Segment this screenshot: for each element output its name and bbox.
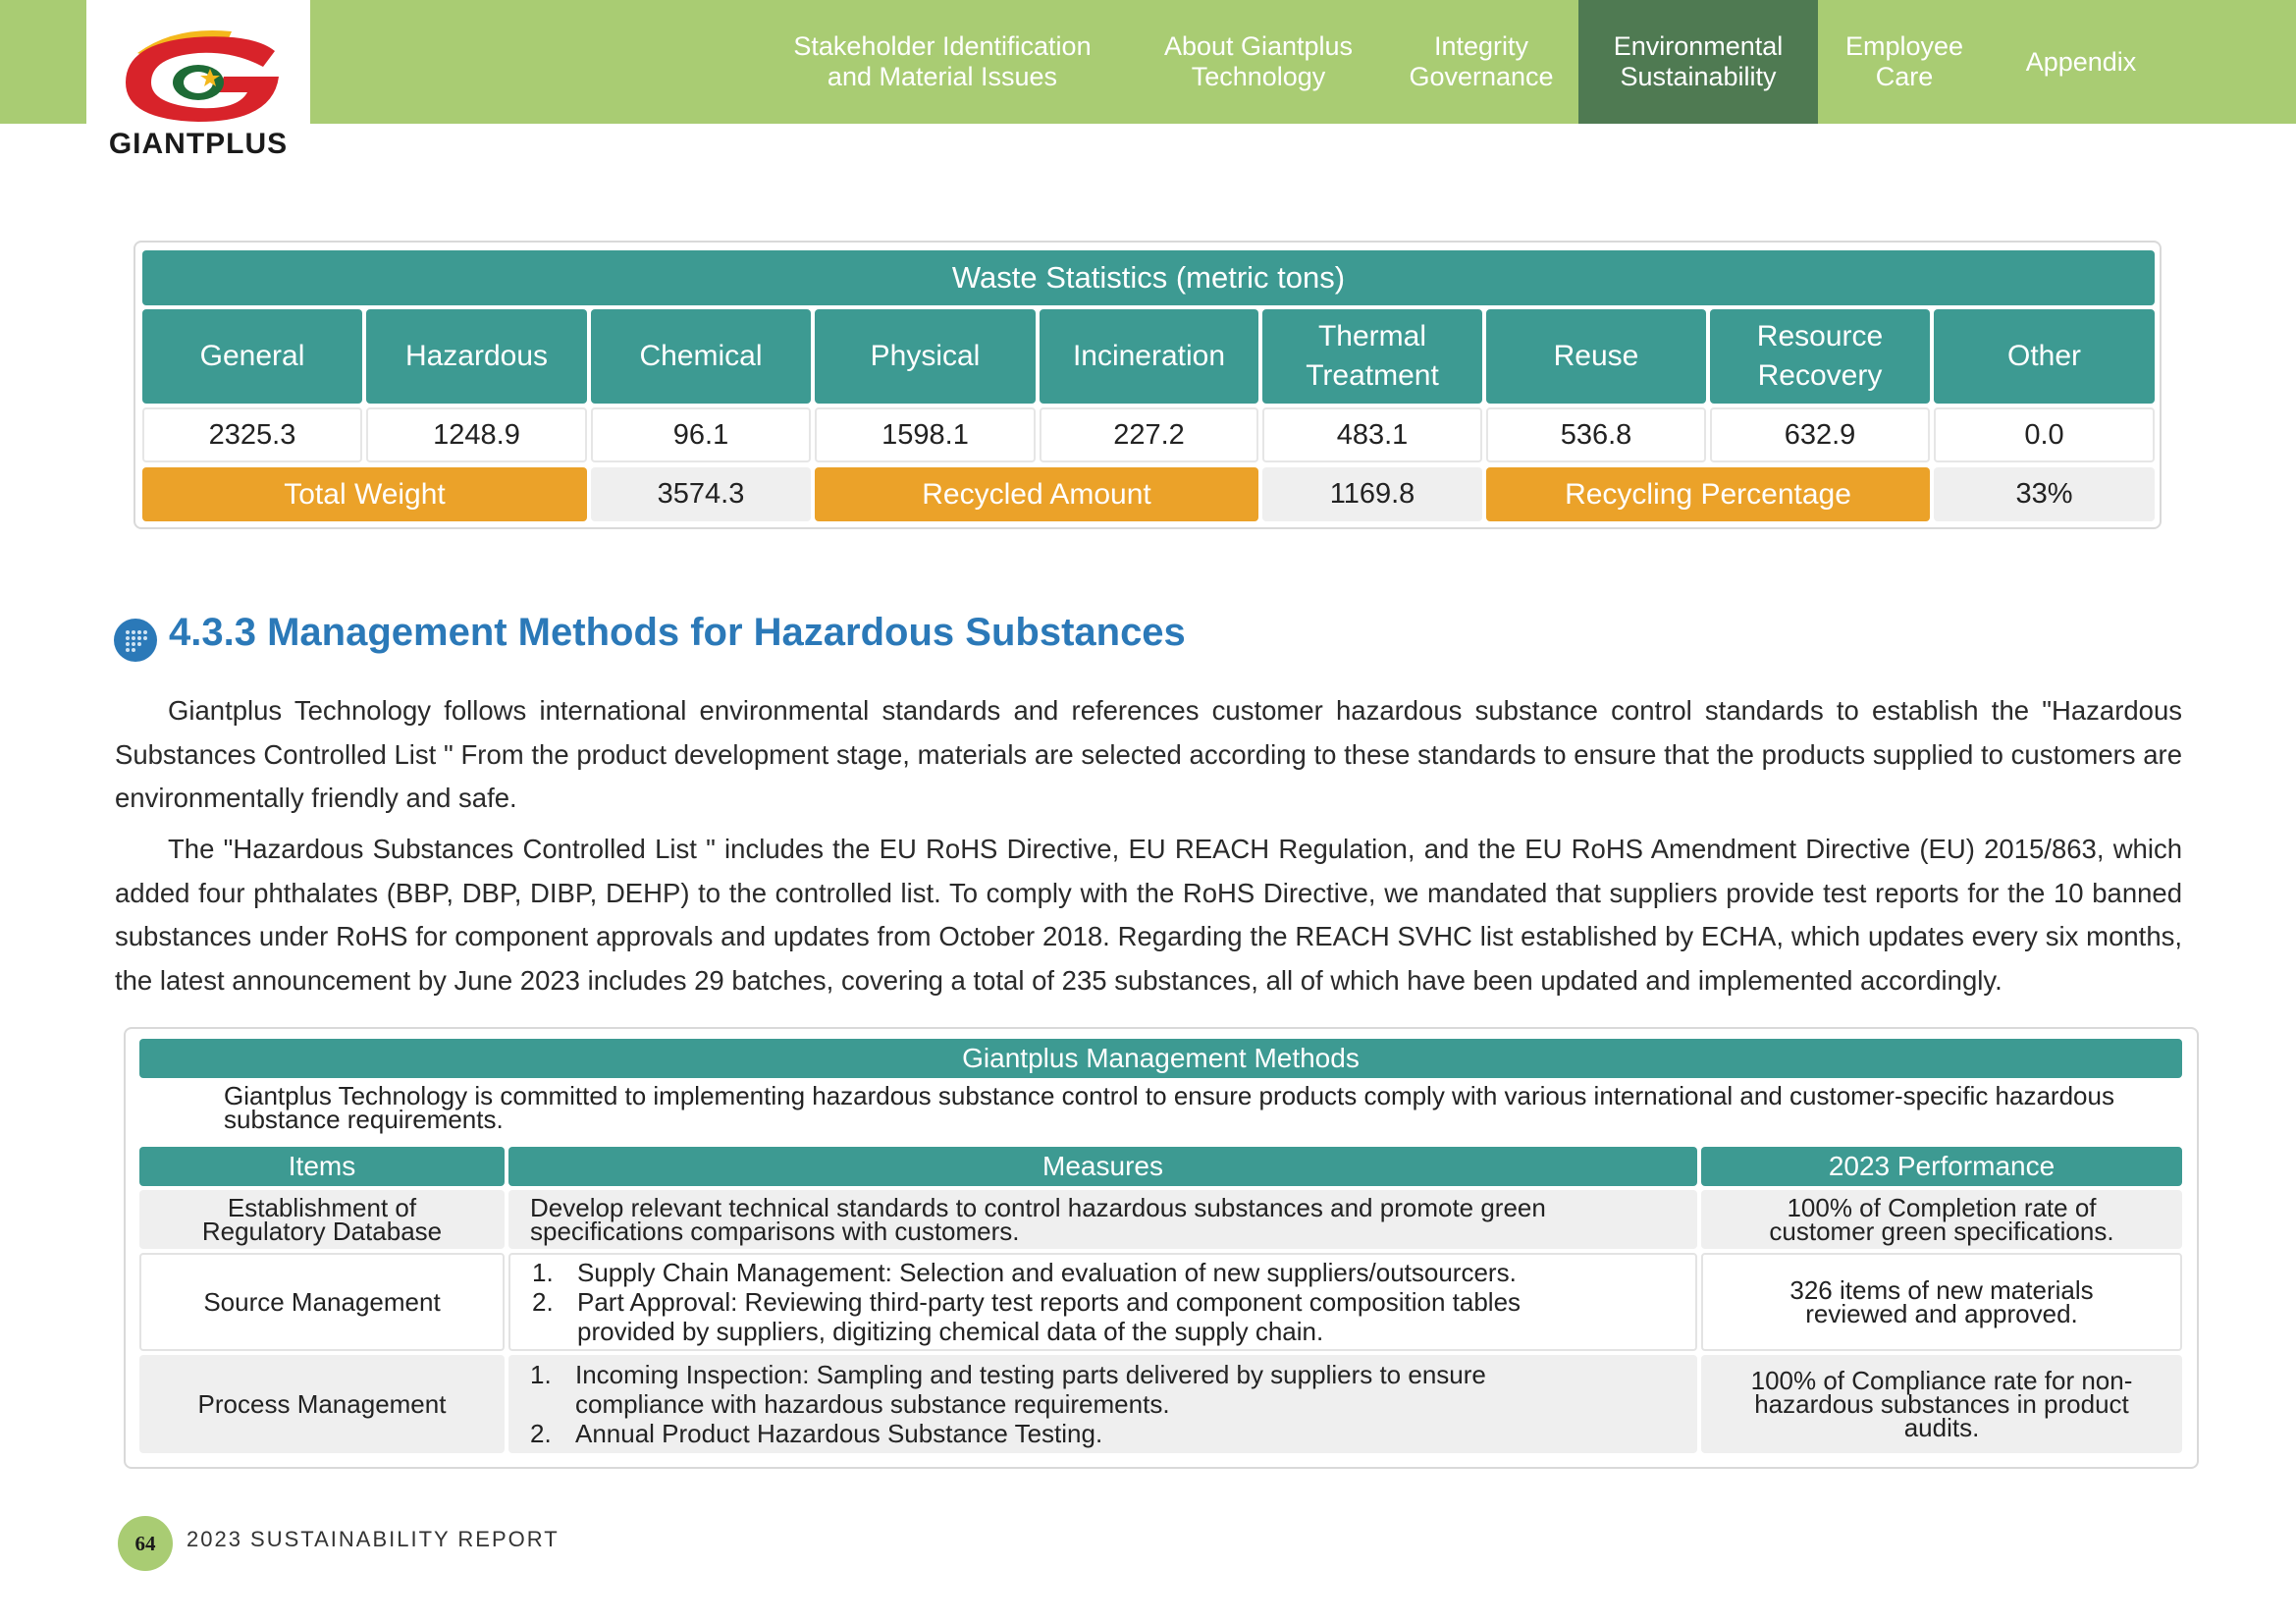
- column-header-measures: Measures: [508, 1147, 1697, 1186]
- waste-value-thermal-treatment: 483.1: [1262, 407, 1482, 462]
- logo[interactable]: [86, 0, 310, 169]
- table-row-item: Establishment of Regulatory Database: [139, 1190, 505, 1249]
- waste-value-hazardous: 1248.9: [366, 407, 587, 462]
- giantplus-logo-icon: [116, 24, 283, 122]
- paragraph-1: Giantplus Technology follows international environmental standards and references customer hazardous substance control standards to establish the "Hazardous Substances Controlled List " From the product development stage, materials are selected according to these standards to ensure that the products supplied to customers are environmentally friendly and safe.: [115, 695, 2182, 813]
- nav-label: Technology: [1191, 62, 1326, 91]
- paragraph-2: The "Hazardous Substances Controlled List " includes the EU RoHS Directive, EU REACH Regulation, and the EU RoHS Amendment Directive (EU) 2015/863, which added four phthalates (BBP, DBP, DIBP, DEHP) to the controlled list. To comply with the RoHS Directive, we mandated that suppliers provide test reports for the 10 banned substances under RoHS for component approvals and updates from October 2018. Regarding the REACH SVHC list established by ECHA, which updates every six months, the latest announcement by June 2023 includes 29 batches, covering a total of 235 substances, all of which have been updated and implemented accordingly.: [115, 834, 2182, 996]
- waste-value-reuse: 536.8: [1486, 407, 1706, 462]
- waste-header-hazardous: Hazardous: [366, 309, 587, 404]
- waste-value-general: 2325.3: [142, 407, 362, 462]
- waste-table-title: Waste Statistics (metric tons): [142, 250, 2155, 305]
- waste-value-chemical: 96.1: [591, 407, 811, 462]
- nav-label: Employee: [1844, 31, 1964, 61]
- nav-label: Care: [1875, 62, 1934, 91]
- waste-header-thermal-treatment: Thermal Treatment: [1262, 309, 1482, 404]
- section-bullet-icon: [114, 619, 157, 662]
- list-item: 2. Annual Product Hazardous Substance Testing.: [530, 1419, 1103, 1448]
- column-header-items: Items: [139, 1147, 505, 1186]
- list-item: 1. Incoming Inspection: Sampling and testing parts delivered by suppliers to ensure compliance with hazardous substance requirements.: [530, 1360, 1486, 1419]
- table-row-item: Source Management: [139, 1253, 505, 1351]
- nav-tab-integrity[interactable]: [1388, 0, 1575, 124]
- nav-tab-about[interactable]: [1129, 0, 1388, 124]
- page-number: 64: [118, 1516, 173, 1571]
- nav-label: Integrity: [1433, 31, 1529, 61]
- table-row-measure: Develop relevant technical standards to control hazardous substances and promote green specifications comparisons with customers.: [508, 1190, 1697, 1249]
- waste-header-incineration: Incineration: [1040, 309, 1258, 404]
- list-item: 1. Supply Chain Management: Selection and evaluation of new suppliers/outsourcers.: [532, 1258, 1517, 1287]
- table-row-performance: 100% of Completion rate of customer green specifications.: [1701, 1190, 2182, 1249]
- nav-tab-stakeholder[interactable]: [775, 0, 1109, 124]
- recycled-amount-label: Recycled Amount: [815, 467, 1258, 521]
- brand-name: GIANTPLUS: [108, 128, 289, 160]
- recycling-percentage-value: 33%: [1934, 467, 2155, 521]
- management-table-title: Giantplus Management Methods: [139, 1039, 2182, 1078]
- waste-header-other: Other: [1934, 309, 2155, 404]
- waste-header-chemical: Chemical: [591, 309, 811, 404]
- waste-value-resource-recovery: 632.9: [1710, 407, 1930, 462]
- table-row-performance: 100% of Compliance rate for non- hazardous substances in product audits.: [1701, 1355, 2182, 1453]
- total-weight-value: 3574.3: [591, 467, 811, 521]
- waste-header-physical: Physical: [815, 309, 1036, 404]
- table-row-performance: 326 items of new materials reviewed and approved.: [1701, 1253, 2182, 1351]
- waste-header-general: General: [142, 309, 362, 404]
- waste-value-physical: 1598.1: [815, 407, 1036, 462]
- nav-label: Environmental: [1613, 31, 1784, 61]
- management-intro: Giantplus Technology is committed to implementing hazardous substance control to ensure products comply with various international and customer-specific hazardous substance requirements.: [224, 1081, 2114, 1134]
- section-title: 4.3.3 Management Methods for Hazardous Substances: [169, 611, 1186, 654]
- nav-label: Stakeholder Identification: [793, 31, 1092, 61]
- report-label: 2023 SUSTAINABILITY REPORT: [187, 1527, 560, 1551]
- table-row-item: Process Management: [139, 1355, 505, 1453]
- column-header-performance: 2023 Performance: [1701, 1147, 2182, 1186]
- recycled-amount-value: 1169.8: [1262, 467, 1482, 521]
- nav-tab-appendix[interactable]: [1993, 0, 2169, 124]
- total-weight-label: Total Weight: [142, 467, 587, 521]
- nav-tab-employee[interactable]: [1822, 0, 1987, 124]
- nav-label: About Giantplus: [1163, 31, 1354, 61]
- nav-label: and Material Issues: [827, 62, 1058, 91]
- waste-header-reuse: Reuse: [1486, 309, 1706, 404]
- waste-value-incineration: 227.2: [1040, 407, 1258, 462]
- table-row-measure: [508, 1355, 1697, 1453]
- list-item: 2. Part Approval: Reviewing third-party test reports and component composition tables provided by suppliers, digitizing chemical data of the supply chain.: [532, 1287, 1522, 1346]
- nav-label: Sustainability: [1620, 62, 1777, 91]
- table-row-measure: [508, 1253, 1697, 1351]
- waste-value-other: 0.0: [1934, 407, 2155, 462]
- recycling-percentage-label: Recycling Percentage: [1486, 467, 1930, 521]
- nav-tab-environmental[interactable]: [1578, 0, 1818, 124]
- nav-label: Appendix: [2025, 46, 2137, 77]
- waste-header-resource-recovery: Resource Recovery: [1710, 309, 1930, 404]
- nav-label: Governance: [1409, 62, 1554, 91]
